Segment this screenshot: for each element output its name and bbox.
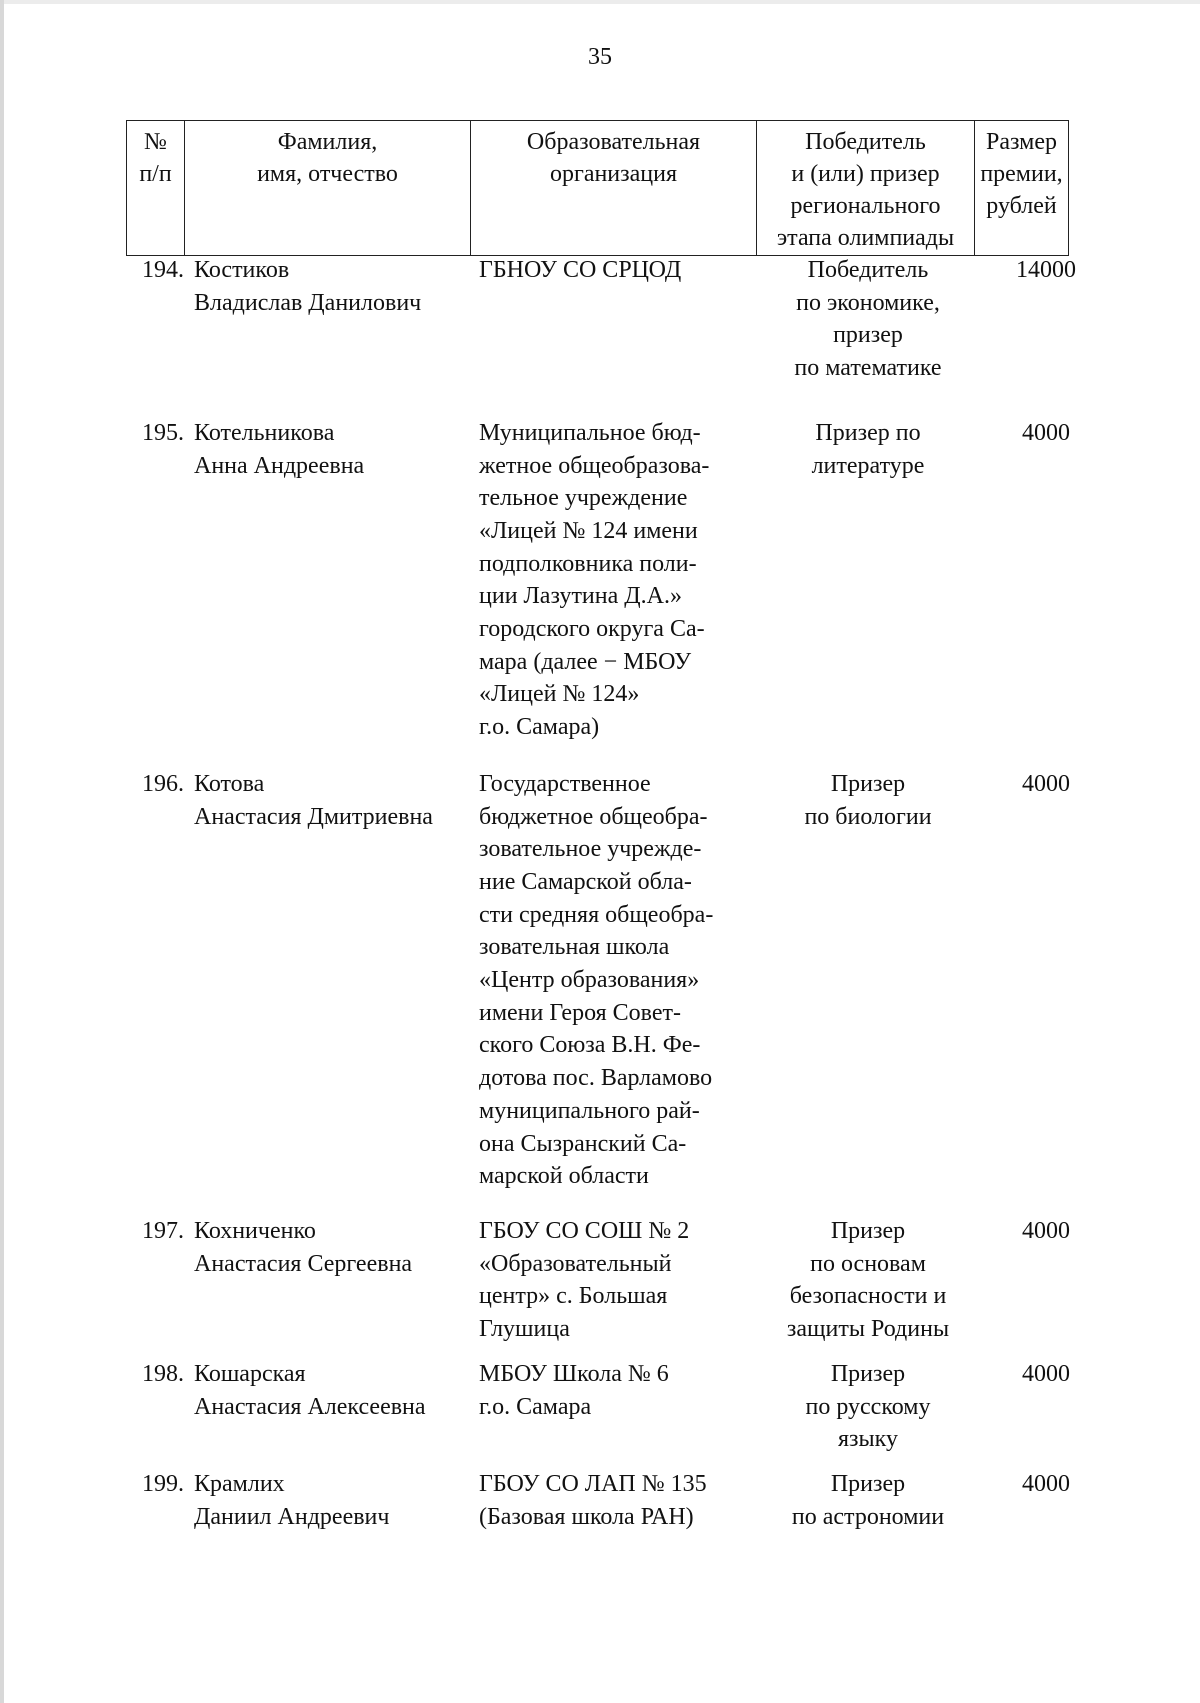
header-num: № п/п xyxy=(127,121,185,256)
row-winner: Призер по литературе xyxy=(811,419,925,479)
row-organization: ГБНОУ СО СРЦОД xyxy=(479,257,682,283)
header-prize: Размер премии, рублей xyxy=(975,121,1069,256)
row-winner: Призер по астрономии xyxy=(791,1470,945,1530)
page-number: 35 xyxy=(588,44,612,70)
row-prize: 4000 xyxy=(1022,1217,1070,1244)
table-row xyxy=(126,1468,1122,1533)
row-number: 196. xyxy=(142,770,184,797)
row-number: 197. xyxy=(142,1217,184,1244)
row-name: Кошарская Анастасия Алексеевна xyxy=(194,1360,426,1420)
row-prize: 4000 xyxy=(1022,1470,1070,1497)
header-winner: Победитель и (или) призер регионального этапа олимпиады xyxy=(757,121,975,256)
table-row xyxy=(126,1215,1122,1346)
header-org: Образовательная организация xyxy=(471,121,757,256)
table-row xyxy=(126,1358,1122,1456)
row-organization: Государственное бюджетное общеобра- зовательное учрежде- ние Самарской обла- сти средняя общеобра- зовательная школа «Центр образования» имени Героя Совет- ского Союза В.Н. Фе- дотова пос. Варламово муниципального рай- она Сызранский Са- марской области xyxy=(479,770,714,1190)
row-name: Кохниченко Анастасия Сергеевна xyxy=(194,1217,413,1277)
row-number: 195. xyxy=(142,419,184,446)
row-organization: ГБОУ СО ЛАП № 135 (Базовая школа РАН) xyxy=(479,1470,707,1530)
row-prize: 4000 xyxy=(1022,770,1070,797)
table-body xyxy=(126,254,1122,1533)
row-organization: Муниципальное бюд- жетное общеобразова- тельное учреждение «Лицей № 124 имени подполковника поли- ции Лазутина Д.А.» городского округа Са- мара (далее − МБОУ «Лицей № 124» г.о. Самара) xyxy=(479,419,710,741)
row-name: Костиков Владислав Данилович xyxy=(194,257,422,316)
row-winner: Призер по биологии xyxy=(804,770,932,830)
row-number: 199. xyxy=(142,1470,184,1497)
row-prize: 4000 xyxy=(1022,419,1070,446)
row-prize: 14000 xyxy=(1016,257,1076,283)
scan-edge-top xyxy=(0,0,1200,4)
row-name: Крамлих Даниил Андреевич xyxy=(194,1470,390,1530)
row-name: Котельникова Анна Андреевна xyxy=(194,419,365,479)
table-header xyxy=(126,120,1069,256)
scan-edge-left xyxy=(0,0,4,1703)
row-organization: МБОУ Школа № 6 г.о. Самара xyxy=(479,1360,669,1420)
row-number: 198. xyxy=(142,1360,184,1387)
row-winner: Призер по русскому языку xyxy=(805,1360,931,1453)
row-organization: ГБОУ СО СОШ № 2 «Образовательный центр» с. Большая Глушица xyxy=(479,1217,690,1343)
table-row xyxy=(126,417,1122,744)
row-winner: Победитель по экономике, призер по математике xyxy=(794,257,942,382)
table-row xyxy=(126,768,1122,1193)
row-winner: Призер по основам безопасности и защиты Родины xyxy=(786,1217,950,1343)
row-number: 194. xyxy=(142,257,184,283)
header-name: Фамилия, имя, отчество xyxy=(185,121,471,256)
row-prize: 4000 xyxy=(1022,1360,1070,1387)
table-row xyxy=(126,254,1122,385)
row-name: Котова Анастасия Дмитриевна xyxy=(194,770,433,830)
